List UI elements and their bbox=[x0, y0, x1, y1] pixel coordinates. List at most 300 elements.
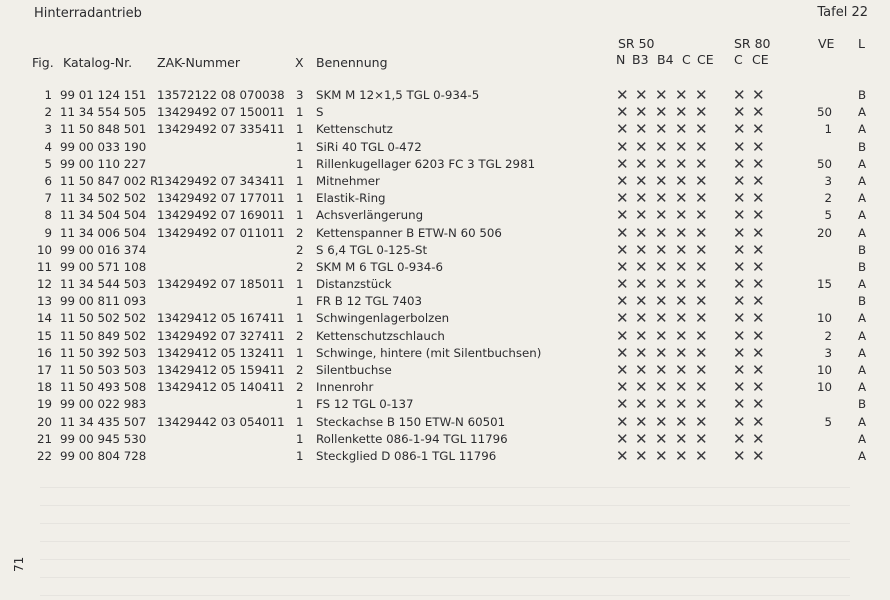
cross-mark-icon: ✕ bbox=[695, 171, 708, 190]
cross-mark-icon: ✕ bbox=[733, 361, 746, 379]
cross-mark-icon: ✕ bbox=[752, 154, 765, 173]
benennung-header: Benennung bbox=[316, 55, 388, 70]
cross-mark-icon: ✕ bbox=[655, 292, 668, 311]
cross-mark-icon: ✕ bbox=[733, 429, 746, 448]
cross-mark-icon: ✕ bbox=[616, 412, 629, 431]
ve-cell: 5 bbox=[824, 414, 832, 429]
fig-cell: 6 bbox=[44, 173, 52, 188]
cross-mark-icon: ✕ bbox=[733, 223, 746, 242]
l-cell: A bbox=[858, 225, 867, 240]
cross-mark-icon: ✕ bbox=[616, 171, 629, 190]
cross-mark-icon: ✕ bbox=[616, 86, 629, 104]
cross-mark-icon: ✕ bbox=[655, 189, 668, 208]
cross-mark-icon: ✕ bbox=[695, 137, 708, 156]
cross-mark-icon: ✕ bbox=[655, 309, 668, 328]
cross-mark-icon: ✕ bbox=[655, 137, 668, 156]
fig-cell: 10 bbox=[36, 242, 52, 257]
cross-mark-icon: ✕ bbox=[655, 154, 668, 173]
quantity-cell: 1 bbox=[296, 105, 304, 120]
cross-mark-icon: ✕ bbox=[752, 137, 765, 156]
cross-mark-icon: ✕ bbox=[635, 326, 648, 345]
show-through-background bbox=[0, 470, 890, 600]
cross-mark-icon: ✕ bbox=[635, 120, 648, 139]
cross-mark-icon: ✕ bbox=[695, 343, 708, 362]
cross-mark-icon: ✕ bbox=[675, 343, 688, 362]
cross-mark-icon: ✕ bbox=[752, 223, 765, 242]
benennung-cell: S 6,4 TGL 0-125-St bbox=[316, 242, 428, 257]
cross-mark-icon: ✕ bbox=[752, 429, 765, 448]
zak-cell: 13429492 07 335411 bbox=[157, 122, 285, 137]
ve-cell: 10 bbox=[816, 311, 832, 326]
katalog-cell: 11 50 848 501 bbox=[60, 122, 147, 137]
ve-cell: 15 bbox=[816, 277, 832, 292]
cross-mark-icon: ✕ bbox=[752, 257, 765, 276]
cross-mark-icon: ✕ bbox=[695, 429, 708, 448]
cross-mark-icon: ✕ bbox=[733, 137, 746, 156]
cross-mark-icon: ✕ bbox=[635, 86, 648, 104]
quantity-cell: 2 bbox=[296, 380, 304, 395]
katalog-cell: 11 34 554 505 bbox=[60, 105, 147, 120]
cross-mark-icon: ✕ bbox=[733, 240, 746, 259]
cross-mark-icon: ✕ bbox=[635, 378, 648, 397]
quantity-cell: 1 bbox=[296, 277, 304, 292]
cross-mark-icon: ✕ bbox=[695, 361, 708, 379]
cross-mark-icon: ✕ bbox=[675, 189, 688, 208]
cross-mark-icon: ✕ bbox=[675, 154, 688, 173]
table-row bbox=[0, 446, 890, 466]
cross-mark-icon: ✕ bbox=[675, 206, 688, 225]
cross-mark-icon: ✕ bbox=[655, 429, 668, 448]
cross-mark-icon: ✕ bbox=[675, 240, 688, 259]
x-header: X bbox=[295, 55, 304, 70]
cross-mark-icon: ✕ bbox=[695, 223, 708, 242]
quantity-cell: 1 bbox=[296, 311, 304, 326]
l-cell: B bbox=[858, 139, 867, 154]
katalog-header: Katalog-Nr. bbox=[63, 55, 133, 70]
cross-mark-icon: ✕ bbox=[655, 171, 668, 190]
cross-mark-icon: ✕ bbox=[675, 257, 688, 276]
sr50-ce-header: CE bbox=[697, 52, 714, 67]
cross-mark-icon: ✕ bbox=[635, 240, 648, 259]
cross-mark-icon: ✕ bbox=[635, 206, 648, 225]
cross-mark-icon: ✕ bbox=[655, 326, 668, 345]
katalog-cell: 11 50 392 503 bbox=[60, 345, 147, 360]
quantity-cell: 1 bbox=[296, 122, 304, 137]
quantity-cell: 1 bbox=[296, 191, 304, 206]
cross-mark-icon: ✕ bbox=[655, 361, 668, 379]
cross-mark-icon: ✕ bbox=[695, 154, 708, 173]
cross-mark-icon: ✕ bbox=[635, 395, 648, 414]
page-number: 71 bbox=[12, 556, 26, 572]
cross-mark-icon: ✕ bbox=[675, 361, 688, 379]
cross-mark-icon: ✕ bbox=[695, 292, 708, 311]
ve-cell: 2 bbox=[824, 191, 832, 206]
cross-mark-icon: ✕ bbox=[752, 343, 765, 362]
cross-mark-icon: ✕ bbox=[635, 257, 648, 276]
cross-mark-icon: ✕ bbox=[635, 103, 648, 122]
cross-mark-icon: ✕ bbox=[752, 412, 765, 431]
cross-mark-icon: ✕ bbox=[655, 395, 668, 414]
table-row bbox=[0, 122, 890, 139]
fig-cell: 17 bbox=[36, 363, 52, 377]
cross-mark-icon: ✕ bbox=[675, 171, 688, 190]
cross-mark-icon: ✕ bbox=[733, 378, 746, 397]
quantity-cell: 1 bbox=[296, 156, 304, 171]
katalog-cell: 11 34 435 507 bbox=[60, 414, 147, 429]
katalog-cell: 11 50 847 002 R bbox=[60, 173, 159, 188]
l-header: L bbox=[858, 36, 865, 51]
l-cell: A bbox=[858, 363, 867, 377]
ve-cell: 50 bbox=[816, 156, 832, 171]
ve-cell: 50 bbox=[816, 105, 832, 120]
zak-cell: 13429412 05 167411 bbox=[157, 311, 285, 326]
cross-mark-icon: ✕ bbox=[655, 378, 668, 397]
cross-mark-icon: ✕ bbox=[675, 223, 688, 242]
zak-cell: 13429492 07 343411 bbox=[157, 173, 285, 188]
cross-mark-icon: ✕ bbox=[635, 446, 648, 465]
katalog-cell: 11 34 502 502 bbox=[60, 191, 147, 206]
cross-mark-icon: ✕ bbox=[635, 171, 648, 190]
cross-mark-icon: ✕ bbox=[616, 326, 629, 345]
zak-cell: 13429412 05 132411 bbox=[157, 345, 285, 360]
benennung-cell: SiRi 40 TGL 0-472 bbox=[316, 139, 422, 154]
cross-mark-icon: ✕ bbox=[733, 412, 746, 431]
l-cell: A bbox=[858, 208, 867, 223]
benennung-cell: FS 12 TGL 0-137 bbox=[316, 397, 414, 412]
quantity-cell: 1 bbox=[296, 414, 304, 429]
cross-mark-icon: ✕ bbox=[675, 292, 688, 311]
zak-cell: 13429492 07 177011 bbox=[157, 191, 285, 206]
cross-mark-icon: ✕ bbox=[675, 446, 688, 465]
cross-mark-icon: ✕ bbox=[616, 189, 629, 208]
cross-mark-icon: ✕ bbox=[616, 429, 629, 448]
l-cell: A bbox=[858, 277, 867, 292]
katalog-cell: 11 34 544 503 bbox=[60, 277, 147, 292]
fig-cell: 9 bbox=[44, 225, 52, 240]
cross-mark-icon: ✕ bbox=[733, 189, 746, 208]
cross-mark-icon: ✕ bbox=[695, 120, 708, 139]
benennung-cell: Silentbuchse bbox=[316, 363, 392, 377]
benennung-cell: Distanzstück bbox=[316, 277, 392, 292]
cross-mark-icon: ✕ bbox=[616, 120, 629, 139]
fig-cell: 3 bbox=[44, 122, 52, 137]
cross-mark-icon: ✕ bbox=[752, 395, 765, 414]
cross-mark-icon: ✕ bbox=[733, 86, 746, 104]
l-cell: A bbox=[858, 380, 867, 395]
benennung-cell: Kettenspanner B ETW-N 60 506 bbox=[316, 225, 502, 240]
benennung-cell: SKM M 6 TGL 0-934-6 bbox=[316, 259, 444, 274]
cross-mark-icon: ✕ bbox=[616, 343, 629, 362]
table-row bbox=[0, 397, 890, 414]
cross-mark-icon: ✕ bbox=[635, 309, 648, 328]
cross-mark-icon: ✕ bbox=[752, 189, 765, 208]
cross-mark-icon: ✕ bbox=[752, 240, 765, 259]
fig-cell: 11 bbox=[36, 259, 52, 274]
quantity-cell: 1 bbox=[296, 345, 304, 360]
benennung-cell: Kettenschutzschlauch bbox=[316, 328, 445, 343]
cross-mark-icon: ✕ bbox=[616, 257, 629, 276]
sr50-b4-header: B4 bbox=[657, 52, 674, 67]
cross-mark-icon: ✕ bbox=[733, 171, 746, 190]
katalog-cell: 11 50 849 502 bbox=[60, 328, 147, 343]
cross-mark-icon: ✕ bbox=[655, 120, 668, 139]
cross-mark-icon: ✕ bbox=[616, 292, 629, 311]
table-row bbox=[0, 208, 890, 225]
cross-mark-icon: ✕ bbox=[695, 189, 708, 208]
zak-cell: 13429492 07 011011 bbox=[157, 225, 285, 240]
quantity-cell: 1 bbox=[296, 431, 304, 446]
cross-mark-icon: ✕ bbox=[752, 326, 765, 345]
cross-mark-icon: ✕ bbox=[616, 395, 629, 414]
zak-header: ZAK-Nummer bbox=[157, 55, 240, 70]
l-cell: A bbox=[858, 414, 867, 429]
cross-mark-icon: ✕ bbox=[616, 309, 629, 328]
ve-cell: 3 bbox=[824, 345, 832, 360]
ve-cell: 3 bbox=[824, 173, 832, 188]
benennung-cell: Elastik-Ring bbox=[316, 191, 386, 206]
ve-cell: 20 bbox=[816, 225, 832, 240]
katalog-cell: 99 00 022 983 bbox=[60, 397, 147, 412]
cross-mark-icon: ✕ bbox=[695, 206, 708, 225]
cross-mark-icon: ✕ bbox=[752, 446, 765, 465]
benennung-cell: Innenrohr bbox=[316, 380, 374, 395]
cross-mark-icon: ✕ bbox=[635, 137, 648, 156]
cross-mark-icon: ✕ bbox=[752, 275, 765, 294]
cross-mark-icon: ✕ bbox=[635, 223, 648, 242]
benennung-cell: FR B 12 TGL 7403 bbox=[316, 294, 423, 309]
sr80-c-header: C bbox=[734, 52, 743, 67]
cross-mark-icon: ✕ bbox=[695, 275, 708, 294]
cross-mark-icon: ✕ bbox=[675, 103, 688, 122]
l-cell: A bbox=[858, 328, 867, 343]
page-title: Hinterradantrieb bbox=[34, 6, 142, 21]
katalog-cell: 11 50 503 503 bbox=[60, 363, 147, 377]
ve-header: VE bbox=[818, 36, 835, 51]
fig-cell: 1 bbox=[44, 88, 52, 102]
cross-mark-icon: ✕ bbox=[752, 309, 765, 328]
katalog-cell: 11 50 493 508 bbox=[60, 380, 147, 395]
benennung-cell: Steckachse B 150 ETW-N 60501 bbox=[316, 414, 506, 429]
cross-mark-icon: ✕ bbox=[655, 206, 668, 225]
l-cell: B bbox=[858, 88, 867, 102]
l-cell: A bbox=[858, 345, 867, 360]
katalog-cell: 11 34 504 504 bbox=[60, 208, 147, 223]
tafel-label: Tafel 22 bbox=[817, 5, 868, 20]
cross-mark-icon: ✕ bbox=[616, 206, 629, 225]
cross-mark-icon: ✕ bbox=[616, 103, 629, 122]
cross-mark-icon: ✕ bbox=[733, 120, 746, 139]
cross-mark-icon: ✕ bbox=[675, 120, 688, 139]
fig-cell: 20 bbox=[36, 414, 52, 429]
fig-cell: 4 bbox=[44, 139, 52, 154]
benennung-cell: Kettenschutz bbox=[316, 122, 393, 137]
cross-mark-icon: ✕ bbox=[733, 326, 746, 345]
benennung-cell: Achsverlängerung bbox=[316, 208, 424, 223]
sr80-ce-header: CE bbox=[752, 52, 769, 67]
cross-mark-icon: ✕ bbox=[655, 343, 668, 362]
cross-mark-icon: ✕ bbox=[695, 86, 708, 104]
cross-mark-icon: ✕ bbox=[752, 120, 765, 139]
sr50-n-header: N bbox=[616, 52, 626, 67]
fig-cell: 14 bbox=[36, 311, 52, 326]
zak-cell: 13429412 05 159411 bbox=[157, 363, 285, 377]
cross-mark-icon: ✕ bbox=[635, 275, 648, 294]
cross-mark-icon: ✕ bbox=[675, 275, 688, 294]
fig-cell: 18 bbox=[36, 380, 52, 395]
katalog-cell: 99 00 945 530 bbox=[60, 431, 147, 446]
katalog-cell: 99 00 110 227 bbox=[60, 156, 147, 171]
cross-mark-icon: ✕ bbox=[733, 257, 746, 276]
l-cell: A bbox=[858, 431, 867, 446]
cross-mark-icon: ✕ bbox=[635, 361, 648, 379]
benennung-cell: Schwingenlagerbolzen bbox=[316, 311, 450, 326]
cross-mark-icon: ✕ bbox=[695, 395, 708, 414]
sr50-c-header: C bbox=[682, 52, 691, 67]
cross-mark-icon: ✕ bbox=[752, 361, 765, 379]
l-cell: A bbox=[858, 448, 867, 463]
fig-cell: 12 bbox=[36, 277, 52, 292]
quantity-cell: 1 bbox=[296, 173, 304, 188]
l-cell: A bbox=[858, 156, 867, 171]
quantity-cell: 1 bbox=[296, 397, 304, 412]
katalog-cell: 11 34 006 504 bbox=[60, 225, 147, 240]
benennung-cell: Rollenkette 086-1-94 TGL 11796 bbox=[316, 431, 508, 446]
cross-mark-icon: ✕ bbox=[733, 309, 746, 328]
fig-cell: 19 bbox=[36, 397, 52, 412]
cross-mark-icon: ✕ bbox=[675, 326, 688, 345]
cross-mark-icon: ✕ bbox=[695, 309, 708, 328]
cross-mark-icon: ✕ bbox=[616, 223, 629, 242]
l-cell: A bbox=[858, 191, 867, 206]
l-cell: A bbox=[858, 173, 867, 188]
cross-mark-icon: ✕ bbox=[616, 446, 629, 465]
quantity-cell: 1 bbox=[296, 294, 304, 309]
cross-mark-icon: ✕ bbox=[695, 446, 708, 465]
cross-mark-icon: ✕ bbox=[752, 378, 765, 397]
ve-cell: 2 bbox=[824, 328, 832, 343]
cross-mark-icon: ✕ bbox=[655, 446, 668, 465]
cross-mark-icon: ✕ bbox=[616, 154, 629, 173]
cross-mark-icon: ✕ bbox=[752, 86, 765, 104]
cross-mark-icon: ✕ bbox=[655, 412, 668, 431]
cross-mark-icon: ✕ bbox=[655, 275, 668, 294]
katalog-cell: 99 00 033 190 bbox=[60, 139, 147, 154]
ve-cell: 10 bbox=[816, 380, 832, 395]
cross-mark-icon: ✕ bbox=[635, 154, 648, 173]
katalog-cell: 99 00 811 093 bbox=[60, 294, 147, 309]
cross-mark-icon: ✕ bbox=[655, 257, 668, 276]
cross-mark-icon: ✕ bbox=[655, 86, 668, 104]
cross-mark-icon: ✕ bbox=[752, 103, 765, 122]
quantity-cell: 1 bbox=[296, 139, 304, 154]
cross-mark-icon: ✕ bbox=[695, 326, 708, 345]
sr80-header: SR 80 bbox=[734, 36, 771, 51]
cross-mark-icon: ✕ bbox=[675, 309, 688, 328]
quantity-cell: 3 bbox=[296, 88, 304, 102]
fig-cell: 21 bbox=[36, 431, 52, 446]
cross-mark-icon: ✕ bbox=[616, 361, 629, 379]
fig-header: Fig. bbox=[32, 55, 54, 70]
l-cell: A bbox=[858, 311, 867, 326]
quantity-cell: 1 bbox=[296, 208, 304, 223]
katalog-cell: 99 01 124 151 bbox=[60, 88, 147, 102]
cross-mark-icon: ✕ bbox=[675, 395, 688, 414]
zak-cell: 13572122 08 070038 bbox=[157, 88, 285, 102]
cross-mark-icon: ✕ bbox=[695, 378, 708, 397]
sr50-header: SR 50 bbox=[618, 36, 655, 51]
zak-cell: 13429492 07 169011 bbox=[157, 208, 285, 223]
cross-mark-icon: ✕ bbox=[695, 412, 708, 431]
cross-mark-icon: ✕ bbox=[752, 292, 765, 311]
zak-cell: 13429442 03 054011 bbox=[157, 414, 285, 429]
cross-mark-icon: ✕ bbox=[635, 429, 648, 448]
quantity-cell: 2 bbox=[296, 259, 304, 274]
l-cell: A bbox=[858, 105, 867, 120]
cross-mark-icon: ✕ bbox=[733, 154, 746, 173]
fig-cell: 15 bbox=[36, 328, 52, 343]
l-cell: B bbox=[858, 294, 867, 309]
cross-mark-icon: ✕ bbox=[675, 412, 688, 431]
zak-cell: 13429492 07 150011 bbox=[157, 105, 285, 120]
cross-mark-icon: ✕ bbox=[752, 206, 765, 225]
cross-mark-icon: ✕ bbox=[635, 343, 648, 362]
quantity-cell: 1 bbox=[296, 448, 304, 463]
cross-mark-icon: ✕ bbox=[752, 171, 765, 190]
cross-mark-icon: ✕ bbox=[616, 137, 629, 156]
katalog-cell: 99 00 804 728 bbox=[60, 448, 147, 463]
benennung-cell: SKM M 12×1,5 TGL 0-934-5 bbox=[316, 88, 480, 102]
cross-mark-icon: ✕ bbox=[733, 395, 746, 414]
cross-mark-icon: ✕ bbox=[695, 240, 708, 259]
cross-mark-icon: ✕ bbox=[635, 292, 648, 311]
benennung-cell: Mitnehmer bbox=[316, 173, 380, 188]
katalog-cell: 99 00 016 374 bbox=[60, 242, 147, 257]
cross-mark-icon: ✕ bbox=[616, 275, 629, 294]
benennung-cell: Schwinge, hintere (mit Silentbuchsen) bbox=[316, 345, 542, 360]
cross-mark-icon: ✕ bbox=[733, 275, 746, 294]
quantity-cell: 2 bbox=[296, 363, 304, 377]
benennung-cell: S bbox=[316, 105, 324, 120]
cross-mark-icon: ✕ bbox=[695, 257, 708, 276]
katalog-cell: 99 00 571 108 bbox=[60, 259, 147, 274]
fig-cell: 2 bbox=[44, 105, 52, 120]
cross-mark-icon: ✕ bbox=[635, 412, 648, 431]
ve-cell: 10 bbox=[816, 363, 832, 377]
quantity-cell: 2 bbox=[296, 225, 304, 240]
ve-cell: 1 bbox=[824, 122, 832, 137]
fig-cell: 13 bbox=[36, 294, 52, 309]
cross-mark-icon: ✕ bbox=[616, 240, 629, 259]
cross-mark-icon: ✕ bbox=[733, 292, 746, 311]
cross-mark-icon: ✕ bbox=[655, 103, 668, 122]
cross-mark-icon: ✕ bbox=[733, 343, 746, 362]
benennung-cell: Steckglied D 086-1 TGL 11796 bbox=[316, 448, 497, 463]
quantity-cell: 2 bbox=[296, 242, 304, 257]
zak-cell: 13429492 07 327411 bbox=[157, 328, 285, 343]
cross-mark-icon: ✕ bbox=[675, 137, 688, 156]
l-cell: B bbox=[858, 259, 867, 274]
fig-cell: 16 bbox=[36, 345, 52, 360]
cross-mark-icon: ✕ bbox=[616, 378, 629, 397]
sr50-b3-header: B3 bbox=[632, 52, 649, 67]
zak-cell: 13429492 07 185011 bbox=[157, 277, 285, 292]
fig-cell: 7 bbox=[44, 191, 52, 206]
cross-mark-icon: ✕ bbox=[655, 240, 668, 259]
cross-mark-icon: ✕ bbox=[695, 103, 708, 122]
cross-mark-icon: ✕ bbox=[675, 86, 688, 104]
l-cell: B bbox=[858, 242, 867, 257]
cross-mark-icon: ✕ bbox=[675, 378, 688, 397]
